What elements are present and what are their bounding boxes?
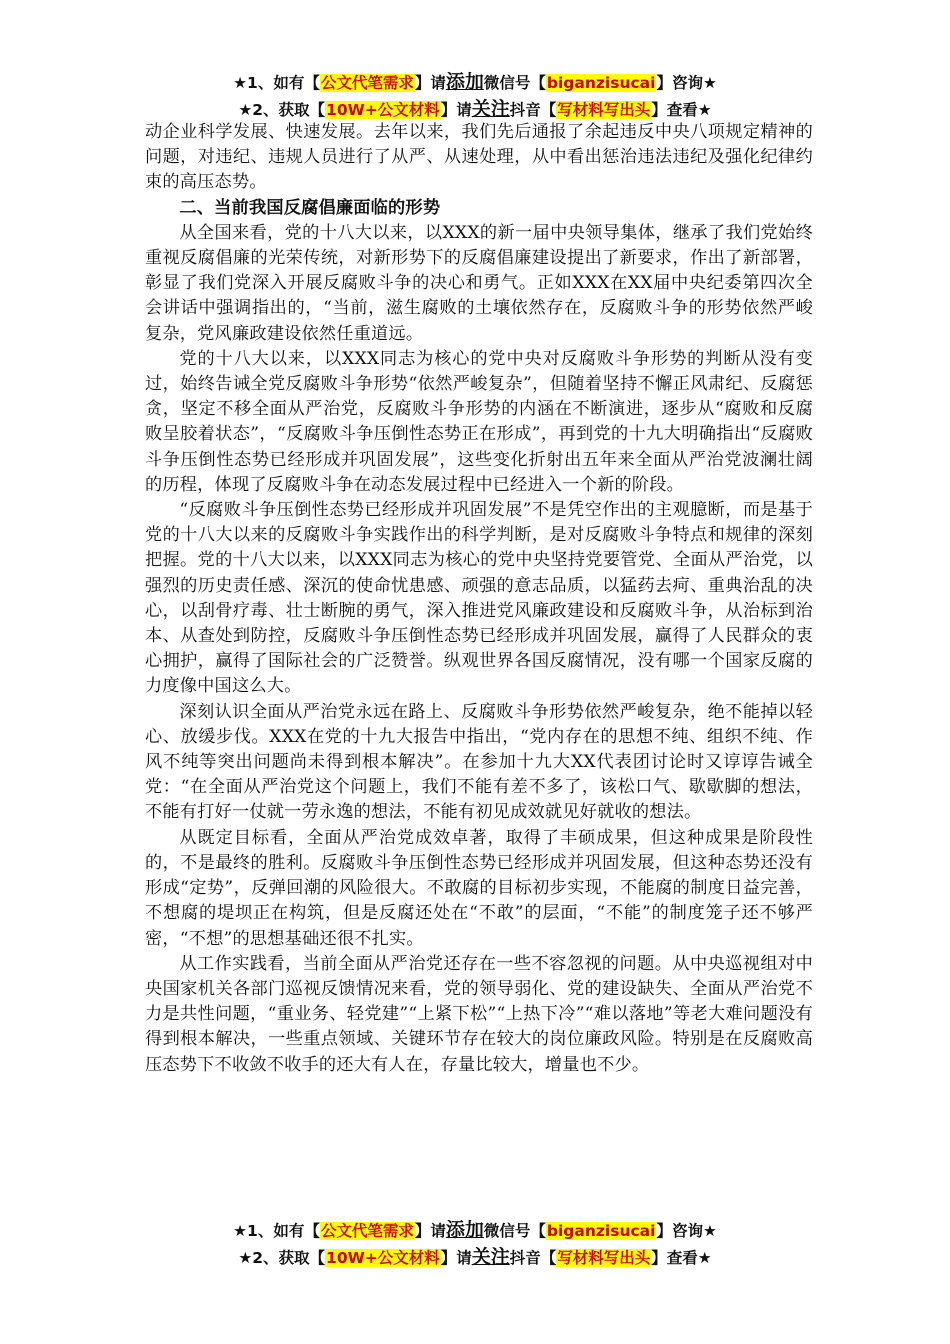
banner-text: 抖音【 (509, 1249, 557, 1267)
banner-text: 】请 (414, 1222, 446, 1240)
banner-text: 抖音【 (509, 101, 557, 119)
banner-text: 】请 (414, 74, 446, 92)
banner-emphasis: 添加 (445, 71, 484, 93)
banner-text: 】请 (440, 1249, 472, 1267)
paragraph: 从工作实践看，当前全面从严治党还存在一些不容忽视的问题。从中央巡视组对中央国家机关各部门巡视反馈情况来看，党的领导弱化、党的建设缺失、全面从严治党不力是共性问题，“重业务、轻党建”“上紧下松”“上热下冷”“难以落地”等老大难问题没有得到根本解决，一些重点领域、关键环节存在较大的岗位廉政风险。特别是在反腐败高压态势下不收敛不收手的还大有人在，存量比较大，增量也不少。 (145, 953, 813, 1075)
banner-highlight: 公文代笔需求 (320, 74, 414, 92)
banner-line-1 (0, 69, 950, 96)
banner-text: 】查看★ (651, 101, 712, 119)
paragraph: 党的十八大以来，以XXX同志为核心的党中央对反腐败斗争形势的判断从没有变过，始终告诫全党反腐败斗争形势“依然严峻复杂”，但随着坚持不懈正风肃纪、反腐惩贪，坚定不移全面从严治党，反腐败斗争形势的内涵在不断演进，逐步从“腐败和反腐败呈胶着状态”，“反腐败斗争压倒性态势正在形成”，再到党的十九大明确指出“反腐败斗争压倒性态势已经形成并巩固发展”，这些变化折射出五年来全面从严治党波澜壮阔的历程，体现了反腐败斗争在动态发展过程中已经进入一个新的阶段。 (145, 348, 813, 495)
banner-line-2 (0, 96, 950, 123)
paragraph: 从既定目标看，全面从严治党成效卓著，取得了丰硕成果，但这种成果是阶段性的，不是最终的胜利。反腐败斗争压倒性态势已经形成并巩固发展，但这种态势还没有形成“定势”，反弹回潮的风险很大。不敢腐的目标初步实现，不能腐的制度日益完善，不想腐的堤坝正在构筑，但是反腐还处在“不敢”的层面，“不能”的制度笼子还不够严密，“不想”的思想基础还很不扎实。 (145, 827, 813, 949)
banner-highlight: 公文代笔需求 (320, 1222, 414, 1240)
banner-douyin-id: 写材料写出头 (557, 1249, 651, 1267)
banner-text: 】咨询★ (656, 1222, 717, 1240)
banner-text: 】查看★ (651, 1249, 712, 1267)
banner-highlight: 10W+公文材料 (326, 101, 440, 119)
footer-banner (0, 1217, 950, 1271)
banner-text: ★2、获取【 (238, 1249, 326, 1267)
banner-wechat-id: biganzisucai (546, 74, 656, 92)
banner-line-1 (0, 1217, 950, 1244)
banner-wechat-id: biganzisucai (546, 1222, 656, 1240)
banner-line-2 (0, 1244, 950, 1271)
paragraph: 深刻认识全面从严治党永远在路上、反腐败斗争形势依然严峻复杂，绝不能掉以轻心、放缓步伐。XXX在党的十九大报告中指出，“党内存在的思想不纯、组织不纯、作风不纯等突出问题尚未得到根本解决”。在参加十九大XX代表团讨论时又谆谆告诫全党：“在全面从严治党这个问题上，我们不能有差不多了，该松口气、歇歇脚的想法，不能有打好一仗就一劳永逸的想法，不能有初见成效就见好就收的想法。 (145, 701, 813, 823)
banner-emphasis: 关注 (471, 98, 510, 120)
banner-text: 微信号【 (483, 1222, 546, 1240)
banner-text: ★1、如有【 (233, 1222, 320, 1240)
banner-text: ★2、获取【 (238, 101, 326, 119)
banner-text: ★1、如有【 (233, 74, 320, 92)
paragraph: 从全国来看，党的十八大以来，以XXX的新一届中央领导集体，继承了我们党始终重视反腐倡廉的光荣传统，对新形势下的反腐倡廉建设提出了新要求，作出了新部署，彰显了我们党深入开展反腐败斗争的决心和勇气。正如XXX在XX届中央纪委第四次全会讲话中强调指出的，“当前，滋生腐败的土壤依然存在，反腐败斗争的形势依然严峻复杂，党风廉政建设依然任重道远。 (145, 222, 813, 344)
section-heading: 二、当前我国反腐倡廉面临的形势 (179, 197, 441, 218)
banner-emphasis: 关注 (471, 1246, 510, 1268)
banner-douyin-id: 写材料写出头 (557, 101, 651, 119)
banner-emphasis: 添加 (445, 1219, 484, 1241)
document-body (145, 120, 813, 1078)
paragraph: “反腐败斗争压倒性态势已经形成并巩固发展”不是凭空作出的主观臆断，而是基于党的十八大以来的反腐败斗争实践作出的科学判断，是对反腐败斗争特点和规律的深刻把握。党的十八大以来，以XXX同志为核心的党中央坚持党要管党、全面从严治党，以强烈的历史责任感、深沉的使命忧患感、顽强的意志品质，以猛药去疴、重典治乱的决心，以刮骨疗毒、壮士断腕的勇气，深入推进党风廉政建设和反腐败斗争，从治标到治本、从查处到防控，反腐败斗争压倒性态势已经形成并巩固发展，赢得了人民群众的衷心拥护，赢得了国际社会的广泛赞誉。纵观世界各国反腐情况，没有哪一个国家反腐的力度像中国这么大。 (145, 500, 813, 697)
banner-highlight: 10W+公文材料 (326, 1249, 440, 1267)
header-banner (0, 69, 950, 123)
paragraph: 动企业科学发展、快速发展。去年以来，我们先后通报了余起违反中央八项规定精神的问题，对违纪、违规人员进行了从严、从速处理，从中看出惩治违法违纪及强化纪律约束的高压态势。 (145, 122, 813, 193)
banner-text: 微信号【 (483, 74, 546, 92)
banner-text: 】请 (440, 101, 472, 119)
banner-text: 】咨询★ (656, 74, 717, 92)
